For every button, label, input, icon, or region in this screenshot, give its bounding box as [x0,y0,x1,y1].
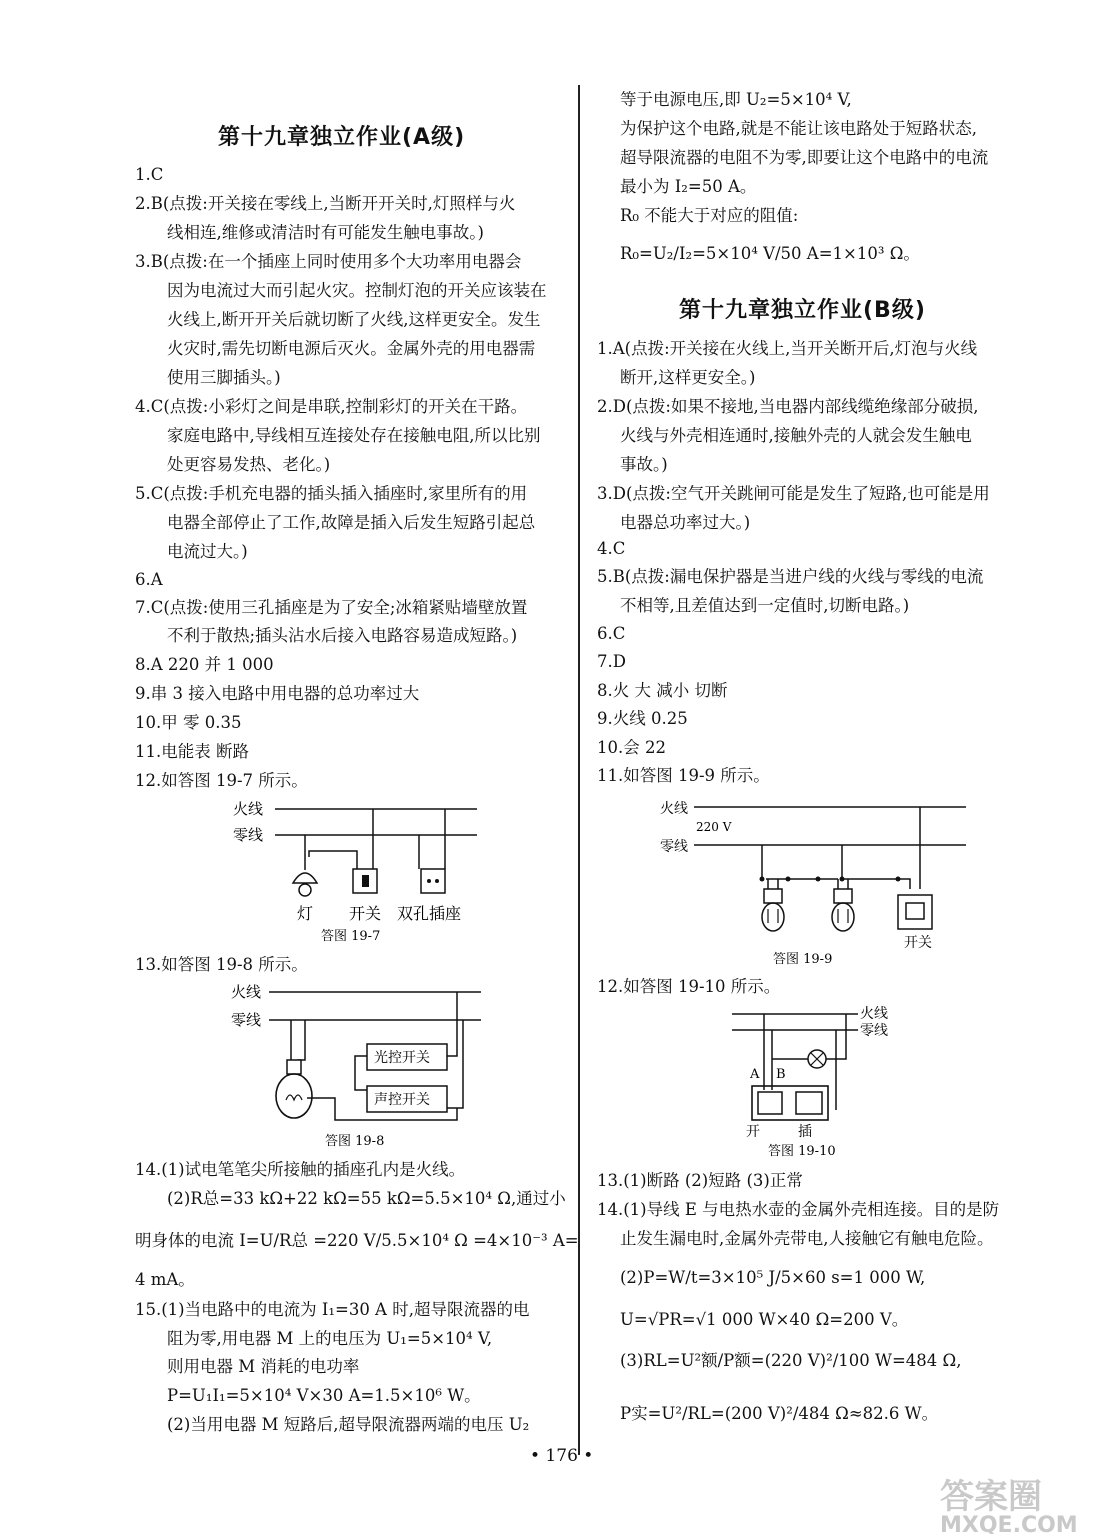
voltage-label: 220 V [696,820,732,834]
answer-line: 5.C(点拨:手机充电器的插头插入插座时,家里所有的用 [135,484,528,503]
figure-19-8 [225,980,485,1150]
answer-line: P实=U²/RL=(200 V)²/484 Ω≈82.6 W。 [620,1404,939,1423]
answer-line: 13.(1)断路 (2)短路 (3)正常 [597,1171,803,1190]
figure-caption: 答图 19-7 [321,929,381,944]
svg-text:答案圈: 答案圈 [940,1477,1042,1517]
answer-line: 因为电流过大而引起火灾。控制灯泡的开关应该装在 [167,281,547,300]
answer-line: 9.串 3 接入电路中用电器的总功率过大 [135,684,420,703]
neutral-wire-label: 零线 [231,1011,262,1029]
answer-line: 不相等,且差值达到一定值时,切断电路。) [620,596,910,615]
section-title-a: 第十九章独立作业(A级) [218,125,466,150]
neutral-wire-label: 零线 [860,1023,888,1039]
label-a: A [750,1067,760,1082]
figure-caption: 答图 19-10 [768,1144,836,1159]
answer-line: 不利于散热;插头沾水后接入电路容易造成短路。) [167,626,518,645]
answer-line: 等于电源电压,即 U₂=5×10⁴ V, [620,90,852,109]
answer-line: 9.火线 0.25 [597,709,688,728]
answer-line: 1.C [135,165,164,184]
answer-line: 最小为 I₂=50 A。 [620,177,757,196]
answer-line: 10.甲 零 0.35 [135,713,242,732]
answer-line: 电流过大。) [167,542,248,561]
light-control-switch-label: 光控开关 [374,1050,430,1066]
neutral-wire-label: 零线 [660,839,688,855]
page-number: • 176 • [530,1446,594,1466]
answer-line: 4.C [597,539,626,558]
answer-line: 3.B(点拨:在一个插座上同时使用多个大功率用电器会 [135,252,522,271]
answer-line: 14.(1)导线 E 与电热水壶的金属外壳相连接。目的是防 [597,1200,1000,1219]
answer-line: 止发生漏电时,金属外壳带电,人接触它有触电危险。 [620,1229,994,1248]
live-wire-label: 火线 [231,983,262,1001]
answer-line: R₀=U₂/I₂=5×10⁴ V/50 A=1×10³ Ω。 [620,244,920,263]
answer-line: 则用电器 M 消耗的电功率 [167,1357,360,1376]
answer-line: 4.C(点拨:小彩灯之间是串联,控制彩灯的开关在干路。 [135,397,528,416]
answer-line: U=√PR=√1 000 W×40 Ω=200 V。 [620,1310,909,1329]
section-title-b: 第十九章独立作业(B级) [679,298,926,323]
bulb-icon [276,1060,312,1118]
figure-19-9 [658,795,978,970]
answer-line: 家庭电路中,导线相互连接处存在接触电阻,所以比别 [167,426,541,445]
svg-text:MXQE.COM: MXQE.COM [940,1513,1078,1534]
answer-line: 10.会 22 [597,738,666,757]
switch-icon [353,869,377,893]
answer-line: 6.A [135,570,163,589]
answer-line: 为保护这个电路,就是不能让该电路处于短路状态, [620,119,977,138]
answer-line: 3.D(点拨:空气开关跳闸可能是发生了短路,也可能是用 [597,484,990,503]
switch-icon [758,1092,782,1114]
answer-line: 火线上,断开开关后就切断了火线,这样更安全。发生 [167,310,541,329]
answer-line: 7.C(点拨:使用三孔插座是为了安全;冰箱紧贴墙壁放置 [135,598,528,617]
answer-line: 6.C [597,624,626,643]
answer-line: 4 mA。 [135,1270,195,1289]
answer-line: 14.(1)试电笔笔尖所接触的插座孔内是火线。 [135,1160,466,1179]
answer-line: 7.D [597,652,626,671]
bulb-icon [762,889,784,931]
live-wire-label: 火线 [660,801,688,817]
switch-label: 开关 [904,935,932,951]
live-wire-label: 火线 [860,1006,888,1022]
answer-line: 8.A 220 并 1 000 [135,655,274,674]
switch-icon [898,895,932,929]
answer-line: 8.火 大 减小 切断 [597,681,728,700]
answer-line: 处更容易发热、老化。) [167,455,331,474]
switch-label: 开 [746,1124,760,1140]
answer-line: 11.如答图 19-9 所示。 [597,766,770,785]
socket-icon [796,1092,822,1114]
socket-label: 双孔插座 [397,904,462,923]
watermark-logo [938,1472,1113,1534]
sound-control-switch-label: 声控开关 [374,1092,430,1108]
answer-line: 2.D(点拨:如果不接地,当电器内部线缆绝缘部分破损, [597,397,979,416]
lamp-label: 灯 [297,904,314,923]
live-wire-label: 火线 [233,800,264,818]
answer-line: (2)当用电器 M 短路后,超导限流器两端的电压 U₂ [167,1415,530,1434]
answer-line: 5.B(点拨:漏电保护器是当进户线的火线与零线的电流 [597,567,984,586]
figure-19-10 [728,1002,908,1162]
socket-label: 插 [798,1124,812,1140]
answer-line: 12.如答图 19-7 所示。 [135,771,308,790]
answer-line: 1.A(点拨:开关接在火线上,当开关断开后,灯泡与火线 [597,339,978,358]
answer-line: 火灾时,需先切断电源后灭火。金属外壳的用电器需 [167,339,536,358]
lamp-icon [293,863,317,896]
answer-line: 事故。) [620,455,668,474]
answer-line: 线相连,维修或清洁时有可能发生触电事故。) [167,223,484,242]
lamp-icon [808,1050,826,1068]
answer-line: (3)RL=U²额/P额=(220 V)²/100 W=484 Ω, [620,1351,962,1370]
answer-line: 火线与外壳相连通时,接触外壳的人就会发生触电 [620,426,972,445]
label-b: B [776,1067,786,1082]
switch-label: 开关 [349,904,382,923]
answer-line: (2)P=W/t=3×10⁵ J/5×60 s=1 000 W, [620,1268,926,1287]
figure-19-7 [225,795,485,945]
answer-line: 电器总功率过大。) [620,513,751,532]
answer-line: (2)R总=33 kΩ+22 kΩ=55 kΩ=5.5×10⁴ Ω,通过小 [167,1189,566,1208]
answer-line: R₀ 不能大于对应的阻值: [620,206,799,225]
answer-line: P=U₁I₁=5×10⁴ V×30 A=1.5×10⁶ W。 [167,1386,481,1405]
switch-socket-panel [752,1086,828,1120]
neutral-wire-label: 零线 [233,826,264,844]
figure-caption: 答图 19-9 [773,952,833,967]
answer-line: 阻为零,用电器 M 上的电压为 U₁=5×10⁴ V, [167,1329,493,1348]
socket-icon [421,869,445,893]
answer-line: 15.(1)当电路中的电流为 I₁=30 A 时,超导限流器的电 [135,1300,530,1319]
answer-line: 断开,这样更安全。) [620,368,756,387]
answer-line: 13.如答图 19-8 所示。 [135,955,308,974]
bulb-icon [832,889,854,931]
answer-line: 11.电能表 断路 [135,742,249,761]
figure-caption: 答图 19-8 [325,1134,385,1149]
answer-line: 2.B(点拨:开关接在零线上,当断开开关时,灯照样与火 [135,194,516,213]
answer-line: 超导限流器的电阻不为零,即要让这个电路中的电流 [620,148,989,167]
answer-line: 12.如答图 19-10 所示。 [597,977,781,996]
answer-line: 明身体的电流 I=U/R总 =220 V/5.5×10⁴ Ω =4×10⁻³ A= [135,1231,579,1250]
answer-line: 使用三脚插头。) [167,368,281,387]
answer-line: 电器全部停止了工作,故障是插入后发生短路引起总 [167,513,536,532]
